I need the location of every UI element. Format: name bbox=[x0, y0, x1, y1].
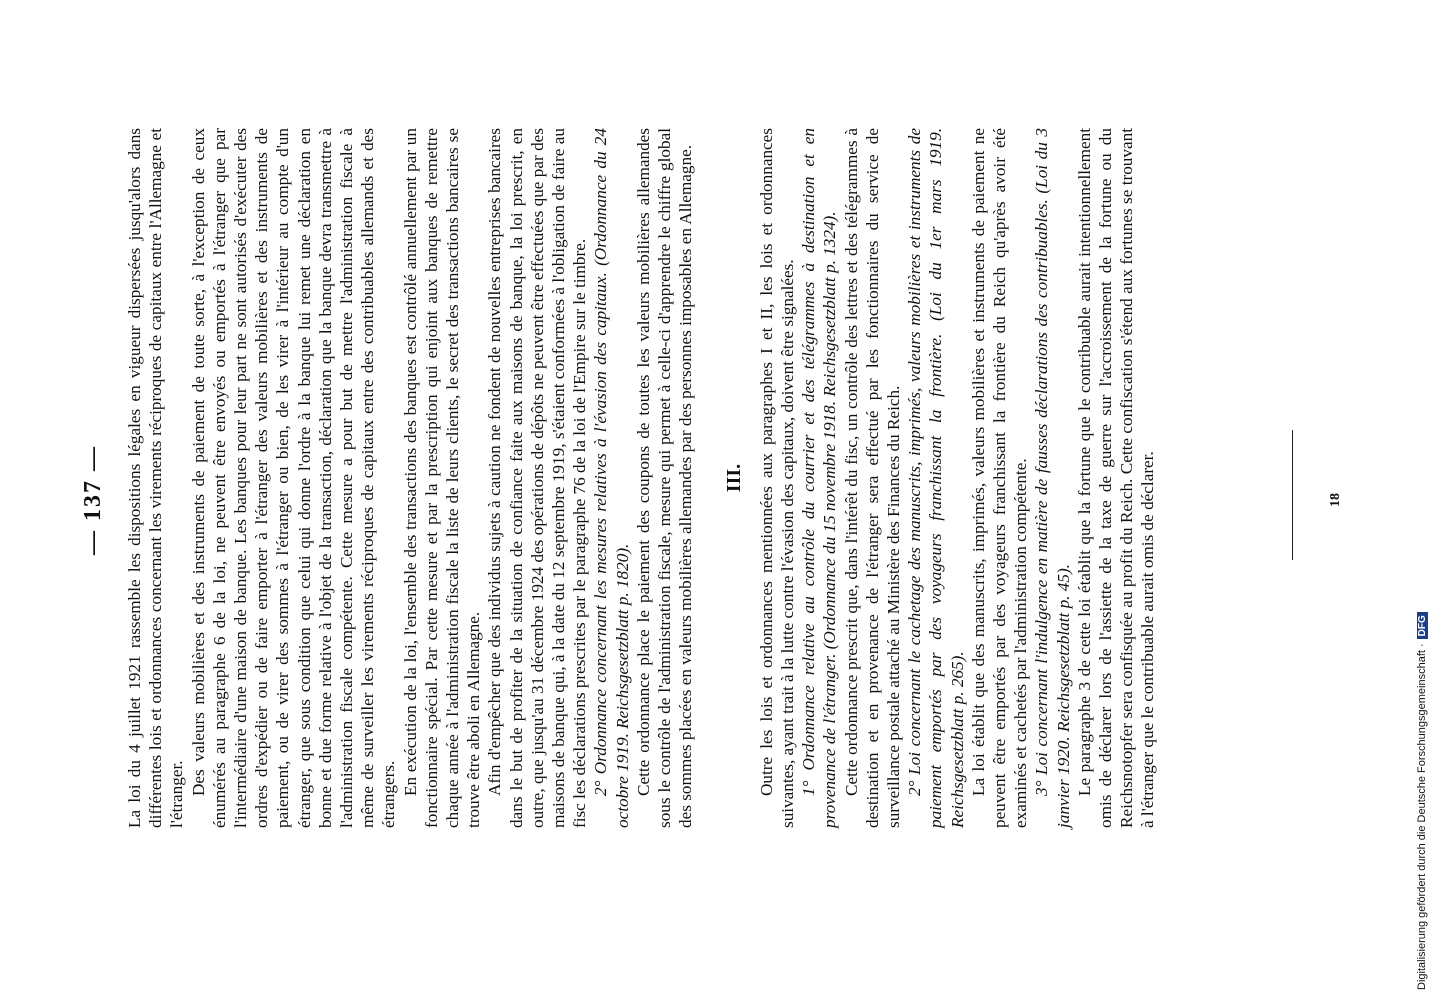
paragraph: La loi du 4 juillet 1921 rassemble les dispositions légales en vigueur dispersées jusqu'alors dans différentes lois et ordonnances concernant les virements réciproques de capitaux entre l'Allemagne et l'étranger. bbox=[125, 128, 187, 828]
closing-rule bbox=[1292, 430, 1293, 560]
paragraph: La loi établit que des manuscrits, imprimés, valeurs mobilières et instruments de paiement ne peuvent être emportés par des voyageurs franchissant la frontière du Reich qu'après avoir été examinés et cachetés par l'administration compétente. bbox=[968, 128, 1031, 828]
digitization-credit bbox=[1416, 10, 1428, 990]
paragraph: En exécution de la loi, l'ensemble des transactions des banques est contrôlé annuellement par un fonctionnaire spécial. Par cette mesure et par la prescription qui enjoint aux banques de remettre chaque année à l'administration fiscale la liste de leurs clients, le secret des transactions bancaires se trouve être aboli en Allemagne. bbox=[400, 128, 484, 828]
page-number-header: — 137 — bbox=[80, 445, 106, 555]
credit-text: Digitalisierung gefördert durch die Deutsche Forschungsgemeinschaft · bbox=[1416, 643, 1428, 990]
paragraph-law-heading: 3° Loi concernant l'indulgence en matière de fausses déclarations des contribuables. (Loi du 3 janvier 1920. Reichsgesetzblatt p. 45). bbox=[1032, 128, 1073, 828]
paragraph: Cette ordonnance place le paiement des coupons de toutes les valeurs mobilières allemandes sous le contrôle de l'administration fiscale, mesure qui permet à celle-ci d'apprendre le chiffre global des sommes placées en valeurs mobilières allemandes par des personnes imposables en Allemagne. bbox=[633, 128, 696, 828]
paragraph: Cette ordonnance prescrit que, dans l'intérêt du fisc, un contrôle des lettres et des télégrammes à destination et en provenance de l'étranger sera effectué par les fonctionnaires du service de surveillance postale attaché au Ministère des Finances du Reich. bbox=[841, 128, 903, 828]
paragraph: Le paragraphe 3 de cette loi établit que la fortune que le contribuable aurait intentionnellement omis de déclarer lors de l'assiette de la taxe de guerre sur l'accroissement de la fortune ou du Reichsnotopfer sera confisquée au profit du Reich. Cette confiscation s'étend aux fortunes se trouvant à l'étranger que le contribuable aurait omis de déclarer. bbox=[1074, 128, 1158, 828]
digitization-credit-strip bbox=[1412, 0, 1434, 1000]
paragraph: Des valeurs mobilières et des instruments de paiement de toute sorte, à l'exception de ceux énumérés au paragraphe 6 de la loi, ne peuvent être envoyés ou emportés à l'étranger que par l'intermédiaire d'une maison de banque. Les banques pour leur part ne sont autorisés d'exécuter des ordres d'expédier ou de faire emporter à l'étranger des valeurs mobilières et des instruments de paiement, ou de virer des sommes à l'étranger ou bien, de les virer à l'intérieur au compte d'un étranger, que sous condition que celui qui donne l'ordre à la banque lui remet une déclaration en bonne et due forme relative à l'objet de la transaction, déclaration que la banque devra transmettre à l'administration fiscale compétente. Cette mesure a pour but de mettre l'administration fiscale à même de surveiller les virements réciproques de capitaux entre des contribuables allemands et des étrangers. bbox=[188, 128, 399, 828]
paragraph-ordonnance-heading: 2° Ordonnance concernant les mesures relatives à l'évasion des capitaux. (Ordonnance du 24 octobre 1919. Reichsgesetzblatt p. 1820). bbox=[591, 128, 632, 828]
paragraph-ordonnance-heading: 1° Ordonnance relative au contrôle du courrier et des télégrammes à destination et en provenance de l'étranger. (Ordonnance du 15 novembre 1918. Reichsgesetzblatt p. 1324). bbox=[799, 128, 840, 828]
paragraph: Afin d'empêcher que des individus sujets à caution ne fondent de nouvelles entreprises bancaires dans le but de profiter de la situation de confiance faite aux maisons de banque, la loi prescrit, en outre, que jusqu'au 31 décembre 1924 des opérations de dépôts ne peuvent être effectuées que par des maisons de banque qui, à la date du 12 septembre 1919, s'étaient conformées à l'obligation de faire au fisc les déclarations prescrites par le paragraphe 76 de la loi de l'Empire sur le timbre. bbox=[485, 128, 590, 828]
footer-page-number: 18 bbox=[1328, 493, 1343, 507]
paragraph: Outre les lois et ordonnances mentionnées aux paragraphes I et II, les lois et ordonnances suivantes, ayant trait à la lutte contre l'évasion des capitaux, doivent être signalées. bbox=[756, 128, 797, 828]
dfg-logo: DFG bbox=[1417, 612, 1428, 639]
document-body bbox=[124, 128, 1159, 828]
paragraph-law-heading: 2° Loi concernant le cachetage des manuscrits, imprimés, valeurs mobilières et instruments de paiement emportés par des voyageurs franchissant la frontière. (Loi du 1er mars 1919. Reichsgesetzblatt p. 265). bbox=[905, 128, 967, 828]
section-title: III. bbox=[723, 463, 746, 493]
